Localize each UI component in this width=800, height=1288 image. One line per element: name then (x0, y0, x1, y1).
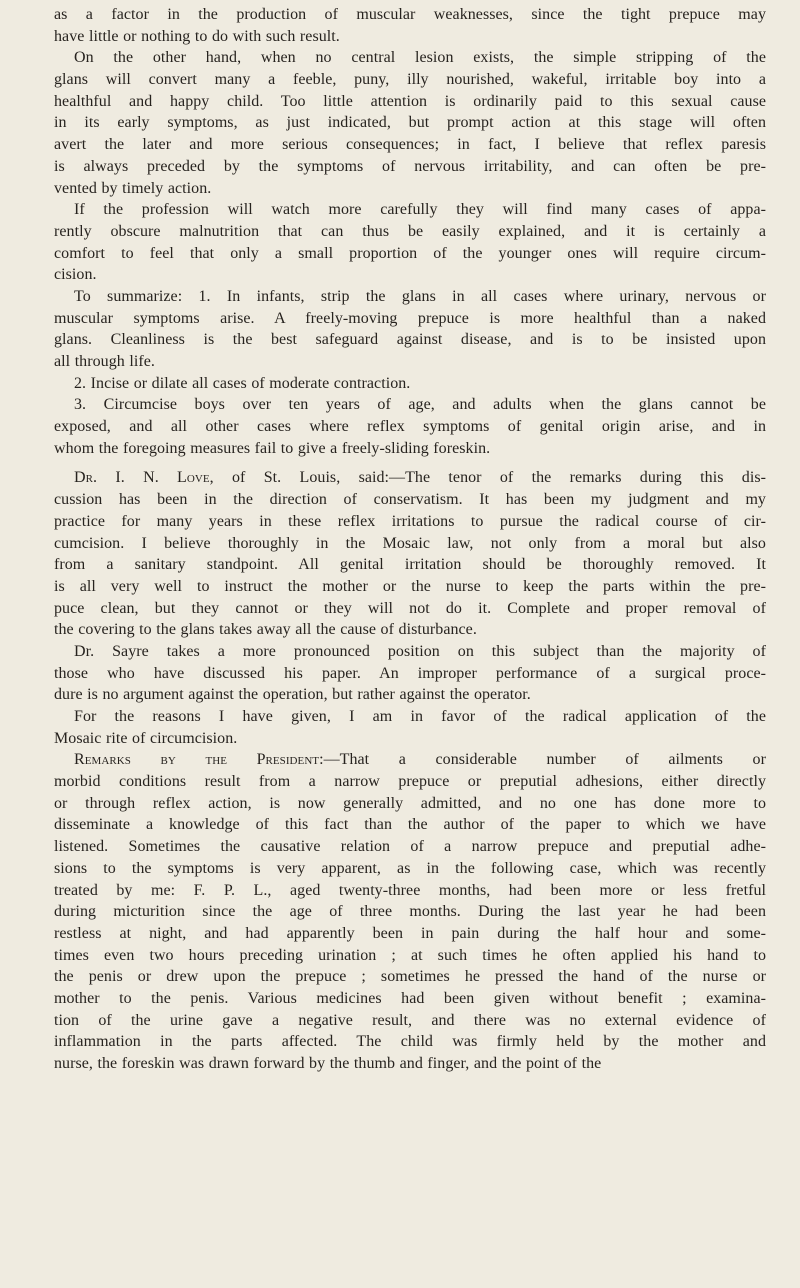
text-line (54, 91, 766, 113)
text-line (54, 684, 766, 706)
text-line (54, 706, 766, 728)
text-line (54, 26, 766, 48)
text-line (54, 329, 766, 351)
text-line (54, 178, 766, 200)
text-line (54, 156, 766, 178)
text-line (54, 1053, 766, 1075)
text-line (54, 134, 766, 156)
line-text: comfort to feel that only a small proportion of the younger ones will require circum- (54, 244, 766, 262)
line-text: avert the later and more serious consequences; in fact, I believe that reflex paresis (54, 136, 766, 154)
text-line (54, 966, 766, 988)
line-text: inflammation in the parts affected. The child was firmly held by the mother and (54, 1033, 766, 1051)
text-line (54, 69, 766, 91)
text-line (54, 923, 766, 945)
line-text: have little or nothing to do with such result. (54, 27, 340, 45)
text-line (54, 814, 766, 836)
line-text: cussion has been in the direction of conservatism. It has been my judgment and my (54, 491, 766, 509)
line-text: :—That a considerable number of ailments or (319, 751, 766, 769)
line-text: in its early symptoms, as just indicated, but prompt action at this stage will often (54, 114, 766, 132)
speaker-name: Dr. I. N. Love (74, 469, 210, 487)
text-line (54, 112, 766, 134)
line-text: those who have discussed his paper. An improper performance of a surgical proce- (54, 664, 766, 682)
paragraph-p3 (54, 199, 766, 286)
line-text: is always preceded by the symptoms of nervous irritability, and can often be pre- (54, 157, 766, 175)
line-text: listened. Sometimes the causative relation of a narrow prepuce and preputial adhe- (54, 838, 766, 856)
text-line (54, 901, 766, 923)
text-line (54, 641, 766, 663)
line-text: cision. (54, 266, 97, 284)
text-line (54, 771, 766, 793)
line-text: healthful and happy child. Too little attention is ordinarily paid to this sexual cause (54, 92, 766, 110)
line-text: nurse, the foreskin was drawn forward by the thumb and finger, and the point of the (54, 1055, 602, 1072)
line-text: glans will convert many a feeble, puny, illy nourished, wakeful, irritable boy into a (54, 71, 766, 89)
text-line (54, 598, 766, 620)
line-text: restless at night, and had apparently been in pain during the half hour and some- (54, 924, 766, 942)
text-line (54, 1010, 766, 1032)
text-line (54, 1031, 766, 1053)
paragraph-p10 (54, 749, 766, 1074)
text-line (54, 880, 766, 902)
line-text: tion of the urine gave a negative result, and there was no external evidence of (54, 1011, 766, 1029)
text-line (54, 749, 766, 771)
line-text: 2. Incise or dilate all cases of moderate contraction. (74, 374, 411, 392)
line-text: mother to the penis. Various medicines had been given without benefit ; examina- (54, 989, 766, 1007)
paragraph-gap (54, 459, 766, 467)
text-line (54, 576, 766, 598)
text-line (54, 221, 766, 243)
text-line (54, 619, 766, 641)
text-line (54, 416, 766, 438)
paragraph-p8 (54, 641, 766, 706)
line-text: For the reasons I have given, I am in favor of the radical application of the (74, 708, 766, 725)
text-line (54, 394, 766, 416)
line-text: glans. Cleanliness is the best safeguard against disease, and is to be insisted upon (54, 331, 766, 349)
text-line (54, 663, 766, 685)
line-text: disseminate a knowledge of this fact than the author of the paper to which we have (54, 816, 766, 834)
line-text: is all very well to instruct the mother or the nurse to keep the parts within the pre- (54, 577, 766, 595)
paragraph-p7 (54, 467, 766, 641)
line-text: practice for many years in these reflex irritations to pursue the radical course of cir- (54, 512, 766, 530)
text-line (54, 728, 766, 750)
paragraph-p2 (54, 47, 766, 199)
line-text: whom the foregoing measures fail to give a freely-sliding foreskin. (54, 439, 491, 457)
line-text: On the other hand, when no central lesion exists, the simple stripping of the (74, 49, 766, 67)
line-text: 3. Circumcise boys over ten years of age, and adults when the glans cannot be (74, 396, 766, 414)
text-line (54, 988, 766, 1010)
text-line (54, 47, 766, 69)
text-line (54, 308, 766, 330)
line-text: dure is no argument against the operation, but rather against the operator. (54, 686, 531, 704)
document-text (54, 4, 766, 1075)
text-line (54, 554, 766, 576)
line-text: all through life. (54, 353, 155, 370)
text-line (54, 373, 766, 395)
text-line (54, 243, 766, 265)
line-text: puce clean, but they cannot or they will not do it. Complete and proper removal of (54, 599, 766, 617)
line-text: during micturition since the age of three months. During the last year he had been (54, 903, 766, 921)
text-line (54, 511, 766, 533)
line-text: To summarize: 1. In infants, strip the glans in all cases where urinary, nervous or (74, 287, 766, 305)
paragraph-p1 (54, 4, 766, 47)
line-text: morbid conditions result from a narrow prepuce or preputial adhesions, either directly (54, 773, 766, 791)
paragraph-p9 (54, 706, 766, 749)
line-text: cumcision. I believe thoroughly in the Mosaic law, not only from a moral but also (54, 534, 766, 552)
speaker-name: Remarks by the President (74, 751, 320, 769)
line-text: times even two hours preceding urination ; at such times he often applied his hand to (54, 946, 766, 964)
text-line (54, 489, 766, 511)
line-text: If the profession will watch more carefully they will find many cases of appa- (74, 201, 766, 219)
line-text: sions to the symptoms is very apparent, as in the following case, which was recently (54, 859, 766, 877)
text-line (54, 945, 766, 967)
text-line (54, 836, 766, 858)
text-line (54, 858, 766, 880)
text-line (54, 286, 766, 308)
line-text: , of St. Louis, said:—The tenor of the remarks during this dis- (209, 469, 766, 487)
line-text: vented by timely action. (54, 179, 212, 197)
line-text: or through reflex action, is now generally admitted, and no one has done more to (54, 794, 766, 812)
line-text: the covering to the glans takes away all the cause of disturbance. (54, 621, 477, 639)
text-line (54, 533, 766, 555)
line-text: muscular symptoms arise. A freely-moving prepuce is more healthful than a naked (54, 309, 766, 327)
line-text: rently obscure malnutrition that can thus be easily explained, and it is certainly a (54, 222, 766, 240)
text-line (54, 467, 766, 489)
text-line (54, 793, 766, 815)
text-line (54, 4, 766, 26)
line-text: exposed, and all other cases where reflex symptoms of genital origin arise, and in (54, 418, 766, 436)
line-text: Mosaic rite of circumcision. (54, 729, 238, 747)
line-text: treated by me: F. P. L., aged twenty-three months, had been more or less fretful (54, 881, 766, 899)
text-line (54, 438, 766, 460)
line-text: Dr. Sayre takes a more pronounced position on this subject than the majority of (74, 642, 766, 660)
paragraph-p4 (54, 286, 766, 373)
paragraph-p6 (54, 394, 766, 459)
line-text: from a sanitary standpoint. All genital irritation should be thoroughly removed. It (54, 556, 766, 574)
text-line (54, 199, 766, 221)
text-line (54, 264, 766, 286)
line-text: as a factor in the production of muscular weaknesses, since the tight prepuce may (54, 6, 766, 23)
line-text: the penis or drew upon the prepuce ; sometimes he pressed the hand of the nurse or (54, 968, 766, 986)
paragraph-p5 (54, 373, 766, 395)
text-line (54, 351, 766, 373)
